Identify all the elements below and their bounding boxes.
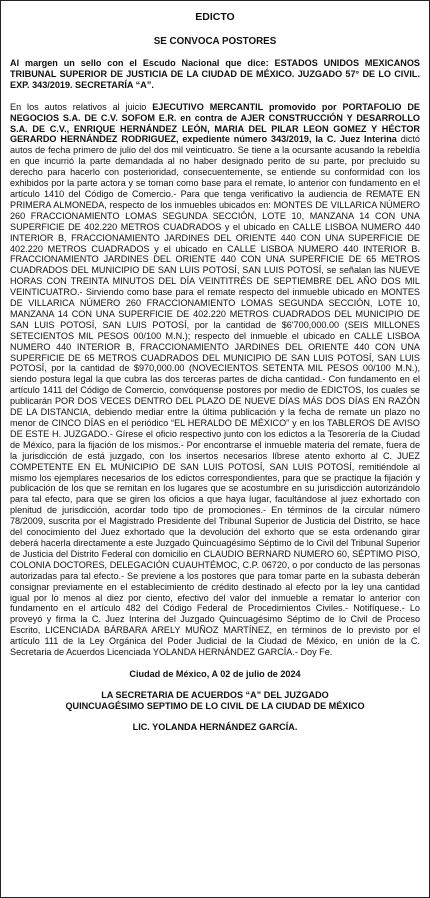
signatory-name: LIC. YOLANDA HERNÁNDEZ GARCÍA. <box>132 721 298 732</box>
seal-intro-paragraph: Al margen un sello con el Escudo Nacional que dice: ESTADOS UNIDOS MEXICANOS TRIBUNAL SUPERIOR DE JUSTICIA DE LA CIUDAD DE MÉXICO. JUZGADO 57° DE LO CIVIL. EXP. 343/2019. SECRETARÍA “A”. <box>10 58 420 90</box>
body-text-case-parties: EJECUTIVO MERCANTIL promovido por PORTAFOLIO DE NEGOCIOS S.A. DE C.V. SOFOM E.R. en contra de AJER CONSTRUCCIÓN Y DESARROLLO S.A. DE C.V., ENRIQUE HERNÁNDEZ LEÓN, MARIA DEL PILAR LEON GOMEZ Y HÉCTOR GERARDO HERNÁNDEZ RODRIGUEZ, expediente número 343/2019, la C. Juez Interina <box>10 101 420 145</box>
body-text-main: dictó autos de fecha primero de julio del dos mil veinticuatro. Se tiene a la ocursante acusando la rebeldía en que incurrió la parte demandada al no haber designado perito de su parte, por precluido su derecho para hacerlo con posterioridad, consecuentemente, se entiende su conformidad con los exhibidos por la parte actora y se toman como base para el remate, lo anterior con fundamento en el artículo 1410 del Código de Comercio.- Para que tenga verificativo la audiencia de REMATE EN PRIMERA ALMONEDA, respecto de los inmuebles ubicados en: MONTES DE VILLARICA NÚMERO 260 FRACCIONAMIENTO LOMAS SEGUNDA SECCIÓN, LOTE 10, MANZANA 14 CON UNA SUPERFICIE DE 402.220 METROS CUADRADOS y el ubicado en CALLE LISBOA NUMERO 440 INTERIOR B, FRACCIONAMIENTO JARDINES DEL ORIENTE 440 CON UNA SUPERFICIE DE 402.220 METROS CUADRADOS y el ubicado en CALLE LISBOA NUMERO 440 INTERIOR B. FRACCIONAMIENTO JARDINES DEL ORIENTE 440 CON UNA SUPERFICIE DE 65 METROS CUADRADOS DEL MUNICIPIO DE SAN LUIS POTOSÍ, SAN LUIS POTOSÍ, se señalan las NUEVE HORAS CON TREINTA MINUTOS DEL DÍA VEINTITRÉS DE SEPTIEMBRE DEL AÑO DOS MIL VEINTICUATRO.- Sirviendo como base para el remate respecto del inmueble ubicado en MONTES DE VILLARICA NÚMERO 260 FRACCIONAMIENTO LOMAS SEGUNDA SECCIÓN, LOTE 10, MANZANA 14 CON UNA SUPERFICIE DE 402.220 METROS CUADRADOS DEL MUNICIPIO DE SAN LUIS POTOSÍ, SAN LUIS POTOSÍ, por la cantidad de $6'700,000.00 (SEIS MILLONES SETECIENTOS MIL PESOS 00/100 M.N.); respecto del inmueble el ubicado en CALLE LISBOA NUMERO 440 INTERIOR B, FRACCIONAMIENTO JARDINES DEL ORIENTE 440 CON UNA SUPERFICIE DE 65 METROS CUADRADOS DEL MUNICIPIO DE SAN LUIS POTOSÍ, SAN LUIS POTOSÍ, por la cantidad de $970,000.00 (NOVECIENTOS SETENTA MIL PESOS 00/100 M.N.), siendo postura legal la que cubra las dos terceras partes de dicha cantidad.- Con fundamento en el artículo 1411 del Código de Comercio, convóquense postores por medio de EDICTOS, los cuales se publicarán POR DOS VECES DENTRO DEL PLAZO DE NUEVE DÍAS MÁS DOS DÍAS EN RAZÓN DE LA DISTANCIA, debiendo mediar entre la última publicación y la fecha de remate un plazo no menor de CINCO DÍAS en el periódico “EL HERALDO DE MÉXICO” y en los TABLEROS DE AVISO DE ESTE H. JUZGADO.- Gírese el oficio respectivo junto con los edictos a la Tesorería de la Ciudad de México, para la fijación de los mismos.- Por encontrarse el inmueble materia del remate, fuera de la jurisdicción de está juzgado, con los insertos necesarios líbrese atento exhorto al C. JUEZ COMPETENTE EN EL MUNICIPIO DE SAN LUIS POTOSÍ, SAN LUIS POTOSÍ, remitiéndole al mismo los ejemplares necesarios de los edictos correspondientes, para que se practique la fijación y publicación de los que se remitan en los lugares que se acostumbre en su jurisdicción autorizándolo para tal efecto, para que se giren los oficios a que haya lugar, facultándose al juez exhortado con plenitud de jurisdicción, acordar todo tipo de promociones.- En términos de la circular número 78/2009, suscrita por el Magistrado Presidente del Tribunal Superior de Justicia del Distrito, se hace del conocimiento del Juez exhortado que la devolución del exhorto que se esta ordenando girar deberá hacerla directamente a este Juzgado Quincuagésimo Séptimo de lo Civil del Tribunal Superior de Justicia del Distrito Federal con domicilio en CLAUDIO BERNARD NUMERO 60, SÉPTIMO PISO, COLONIA DOCTORES, DELEGACIÓN CUAUHTÉMOC, C.P. 06720, o por conducto de las personas autorizadas para tal efecto.- Se previene a los postores que para tomar parte en la subasta deberán consignar previamente en el establecimiento de crédito destinado al efecto por la ley una cantidad igual por lo menos al diez por ciento, efectivo del valor del inmueble a rematar lo anterior con fundamento en el artículo 482 del Código Federal de Procedimientos Civiles.- Notifíquese.- Lo proveyó y firma la C. Juez Interina del Juzgado Quincuagésimo Séptimo de lo Civil de Proceso Escrito, LICENCIADA BÁRBARA ARELY MUÑOZ MARTÍNEZ, en términos de lo previsto por el artículo 111 de la Ley Orgánica del Poder Judicial de la Ciudad de México, en unión de la C. Secretaria de Acuerdos Licenciada YOLANDA HERNÁNDEZ GARCÍA.- Doy Fe. <box>10 134 420 658</box>
signatory-title-line-2: QUINCUAGÉSIMO SEPTIMO DE LO CIVIL DE LA CIUDAD DE MÉXICO <box>65 700 365 711</box>
edict-title: EDICTO <box>195 11 235 23</box>
body-text-lead: En los autos relativos al juicio <box>10 101 153 112</box>
signatory-title-line-1: LA SECRETARIA DE ACUERDOS “A” DEL JUZGADO <box>101 689 329 700</box>
edict-body-paragraph <box>10 102 420 658</box>
issue-date: Ciudad de México, A 02 de julio de 2024 <box>129 668 301 679</box>
edict-subtitle: SE CONVOCA POSTORES <box>153 36 277 47</box>
